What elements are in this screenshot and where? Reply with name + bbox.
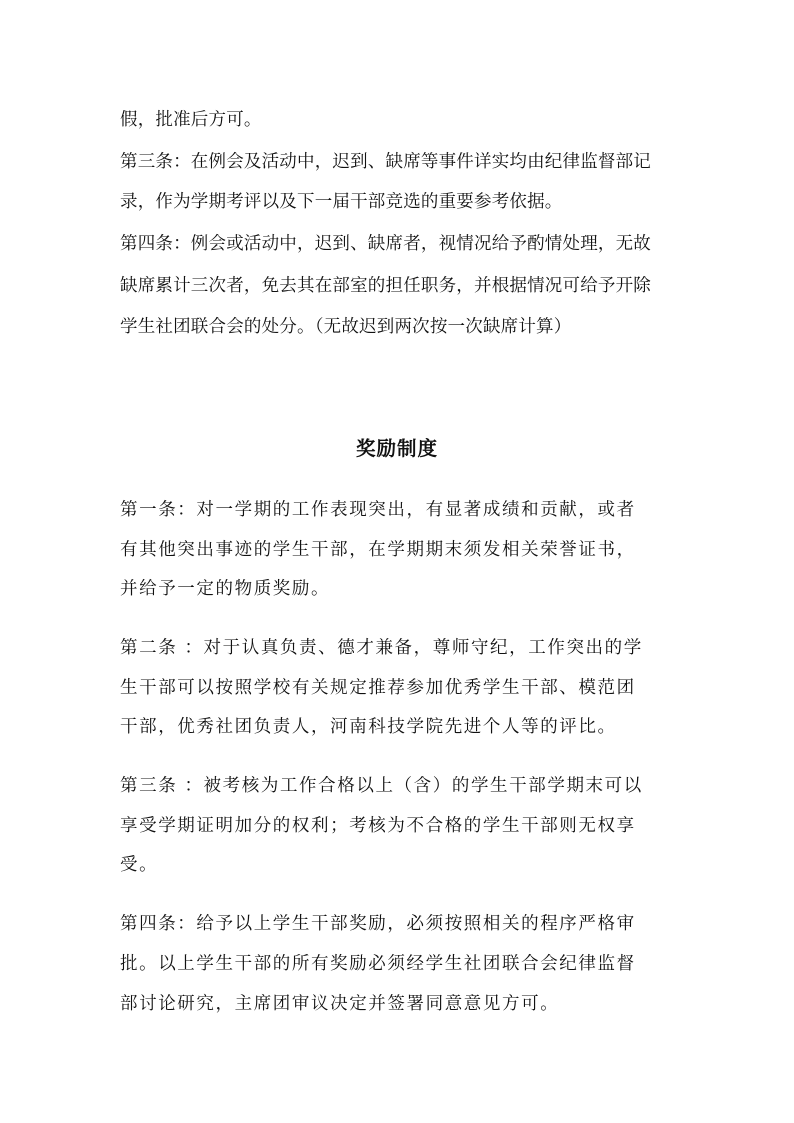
paragraph-line: 学生社团联合会的处分。（无故迟到两次按一次缺席计算） <box>120 317 572 337</box>
paragraph-line: 第二条 ：对于认真负责、德才兼备，尊师守纪，工作突出的学 <box>120 638 643 658</box>
paragraph-line: 录，作为学期考评以及下一届干部竞选的重要参考依据。 <box>120 192 563 212</box>
paragraph-line: 第三条 ：被考核为工作合格以上（含）的学生干部学期末可以 <box>120 776 643 796</box>
paragraph-line: 生干部可以按照学校有关规定推荐参加优秀学生干部、模范团 <box>120 678 636 698</box>
paragraph-line: 部讨论研究，主席团审议决定并签署同意意见方可。 <box>120 994 560 1014</box>
paragraph-line: 干部，优秀社团负责人，河南科技学院先进个人等的评比。 <box>120 717 617 737</box>
section-title: 奖励制度 <box>355 437 438 460</box>
paragraph-line: 批。以上学生干部的所有奖励必须经学生社团联合会纪律监督 <box>120 954 636 974</box>
paragraph-line: 受。 <box>120 855 159 875</box>
paragraph-line: 享受学期证明加分的权利；考核为不合格的学生干部则无权享 <box>120 816 636 836</box>
paragraph-line: 第一条：对一学期的工作表现突出，有显著成绩和贡献，或者 <box>120 500 636 520</box>
paragraph-line: 假，批准后方可。 <box>120 110 262 130</box>
paragraph-line: 并给予一定的物质奖励。 <box>120 579 331 599</box>
paragraph-line: 第四条：给予以上学生干部奖励，必须按照相关的程序严格审 <box>120 914 636 934</box>
paragraph-line: 有其他突出事迹的学生干部，在学期期末须发相关荣誉证书， <box>120 540 636 560</box>
paragraph-line: 第三条：在例会及活动中，迟到、缺席等事件详实均由纪律监督部记 <box>120 152 651 172</box>
paragraph-line: 第四条：例会或活动中，迟到、缺席者，视情况给予酌情处理，无故 <box>120 234 651 254</box>
paragraph-line: 缺席累计三次者，免去其在部室的担任职务，并根据情况可给予开除 <box>120 276 651 296</box>
